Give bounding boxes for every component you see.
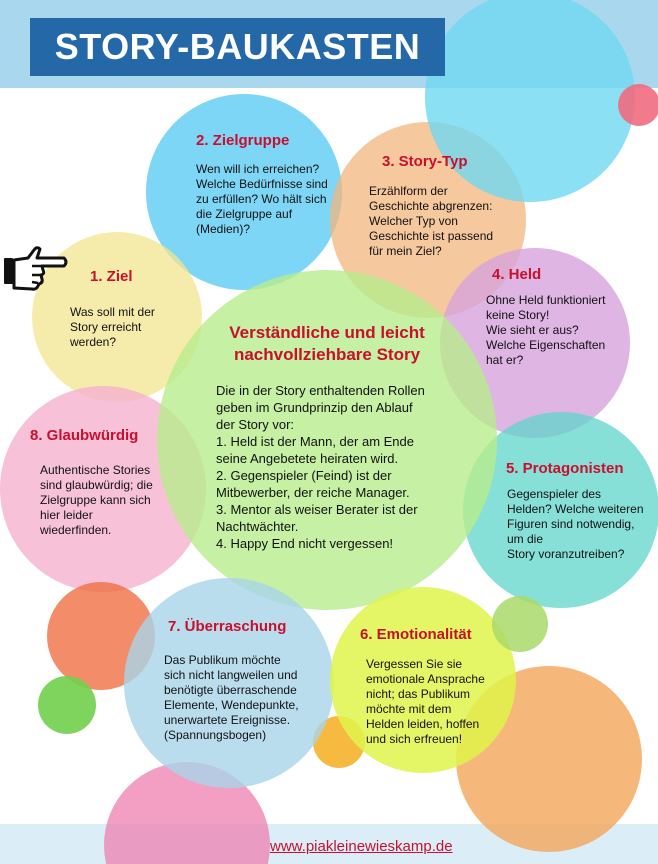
text-line: unerwartete Ereignisse.: [164, 713, 291, 727]
item-body-emotionalitaet: [366, 657, 506, 747]
text-line: und sich erfreuen!: [366, 732, 463, 746]
decor-circle-cyan: [425, 0, 635, 202]
text-line: werden?: [70, 335, 117, 349]
item-body-zielgruppe: [196, 162, 346, 237]
text-line: wiederfinden.: [40, 523, 112, 537]
text-line: Mitbewerber, der reiche Manager.: [216, 485, 410, 500]
text-line: Erzählform der: [369, 184, 448, 198]
text-line: Die in der Story enthaltenden Rollen: [216, 383, 425, 398]
item-heading-glaubwuerdig: 8. Glaubwürdig: [30, 427, 139, 444]
text-line: für mein Ziel?: [369, 244, 442, 258]
hand-shape: [14, 248, 66, 289]
text-line: Welche Eigenschaften: [486, 338, 606, 352]
decor-circle-green-small: [38, 676, 96, 734]
text-line: Wie sieht er aus?: [486, 323, 579, 337]
text-line: Das Publikum möchte: [164, 653, 281, 667]
page-title: STORY-BAUKASTEN: [54, 26, 421, 67]
item-body-story-typ: [369, 184, 509, 259]
text-line: zu erfüllen? Wo hält sich: [196, 192, 327, 206]
text-line: Figuren sind notwendig,: [507, 517, 635, 531]
text-line: sind glaubwürdig; die: [40, 478, 153, 492]
text-line: benötigte überraschende: [164, 683, 297, 697]
item-heading-story-typ: 3. Story-Typ: [382, 153, 468, 170]
center-heading: [180, 322, 474, 366]
text-line: (Medien)?: [196, 222, 251, 236]
item-heading-zielgruppe: 2. Zielgruppe: [196, 132, 290, 149]
center-body: [216, 382, 466, 552]
text-line: um die: [507, 532, 544, 546]
pointing-hand-icon: [2, 244, 68, 292]
decor-circle-pink-small: [618, 84, 658, 126]
text-line: (Spannungsbogen): [164, 728, 267, 742]
text-line: 3. Mentor als weiser Berater ist der: [216, 502, 418, 517]
text-line: Zielgruppe kann sich: [40, 493, 151, 507]
text-line: 4. Happy End nicht vergessen!: [216, 536, 394, 551]
text-line: nicht; das Publikum: [366, 687, 471, 701]
hand-cuff: [4, 258, 13, 284]
text-line: Authentische Stories: [40, 463, 151, 477]
item-heading-held: 4. Held: [492, 266, 542, 283]
item-body-held: [486, 293, 626, 368]
text-line: Nachtwächter.: [216, 519, 299, 534]
text-line: 2. Gegenspieler (Feind) ist der: [216, 468, 392, 483]
text-line: Elemente, Wendepunkte,: [164, 698, 299, 712]
item-heading-protagonisten: 5. Protagonisten: [506, 460, 624, 477]
text-line: Geschichte ist passend: [369, 229, 494, 243]
text-line: geben im Grundprinzip den Ablauf: [216, 400, 413, 415]
decor-circle-lime-small: [492, 596, 548, 652]
item-body-ziel: [70, 305, 190, 350]
text-line: seine Angebetete heiraten wird.: [216, 451, 399, 466]
text-line: sich nicht langweilen und: [164, 668, 298, 682]
text-line: Geschichte abgrenzen:: [369, 199, 493, 213]
item-body-glaubwuerdig: [40, 463, 180, 538]
text-line: Was soll mit der: [70, 305, 155, 319]
text-line: Helden? Welche weiteren: [507, 502, 644, 516]
text-line: hier leider: [40, 508, 93, 522]
text-line: emotionale Ansprache: [366, 672, 485, 686]
text-line: möchte mit dem: [366, 702, 452, 716]
center-heading-line: nachvollziehbare Story: [233, 345, 421, 364]
item-heading-emotionalitaet: 6. Emotionalität: [360, 626, 472, 643]
text-line: Welcher Typ von: [369, 214, 458, 228]
text-line: Wen will ich erreichen?: [196, 162, 320, 176]
text-line: Helden leiden, hoffen: [366, 717, 480, 731]
item-heading-ueberraschung: 7. Überraschung: [168, 618, 287, 635]
text-line: Welche Bedürfnisse sind: [196, 177, 328, 191]
item-heading-ziel: 1. Ziel: [90, 268, 133, 285]
center-heading-line: Verständliche und leicht: [229, 323, 425, 342]
text-line: die Zielgruppe auf: [196, 207, 293, 221]
text-line: Vergessen Sie sie: [366, 657, 463, 671]
text-line: hat er?: [486, 353, 524, 367]
text-line: Gegenspieler des: [507, 487, 602, 501]
text-line: 1. Held ist der Mann, der am Ende: [216, 434, 414, 449]
text-line: keine Story!: [486, 308, 550, 322]
item-body-ueberraschung: [164, 653, 324, 743]
title-banner: [30, 18, 445, 76]
text-line: Story voranzutreiben?: [507, 547, 625, 561]
website-link[interactable]: www.piakleinewieskamp.de: [270, 838, 453, 855]
item-body-protagonisten: [507, 487, 657, 562]
text-line: der Story vor:: [216, 417, 295, 432]
text-line: Ohne Held funktioniert: [486, 293, 606, 307]
text-line: Story erreicht: [70, 320, 142, 334]
